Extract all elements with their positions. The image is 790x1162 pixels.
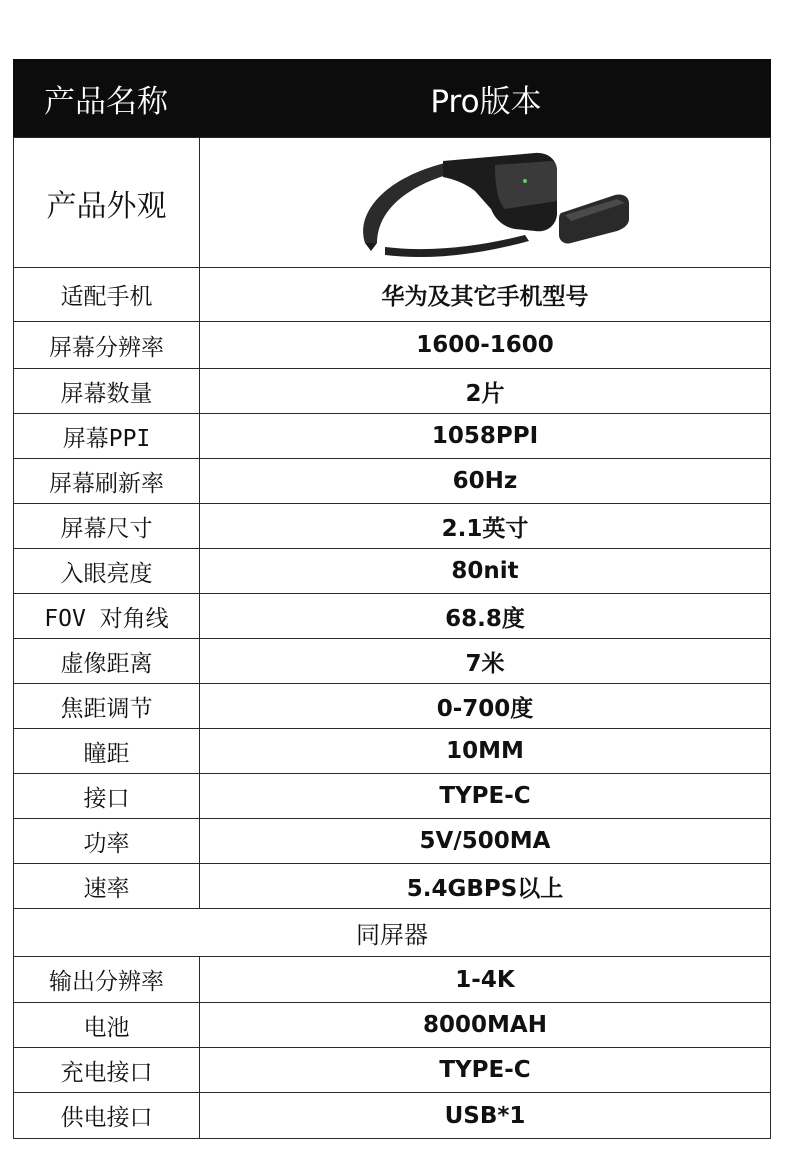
spec-label: 屏幕尺寸 [14, 504, 200, 548]
spec-label: 屏幕分辨率 [14, 322, 200, 368]
table-row [14, 459, 770, 504]
spec-label: 供电接口 [14, 1093, 200, 1138]
spec-value: 1-4K [455, 966, 515, 993]
table-row [14, 369, 770, 414]
table-row [14, 1048, 770, 1093]
spec-value: TYPE-C [439, 783, 531, 809]
spec-rows-group-b [14, 957, 770, 1139]
spec-label: 速率 [14, 864, 200, 908]
appearance-label: 产品外观 [14, 138, 200, 267]
spec-label: 屏幕刷新率 [14, 459, 200, 503]
spec-label: 输出分辨率 [14, 957, 200, 1002]
table-row [14, 414, 770, 459]
spec-value: 60Hz [452, 468, 518, 494]
spec-value: 2片 [465, 380, 505, 407]
spec-value: 1600-1600 [416, 332, 554, 358]
spec-label: 屏幕PPI [14, 414, 200, 458]
table-row [14, 268, 770, 322]
table-row [14, 864, 770, 909]
spec-label: FOV 对角线 [14, 594, 200, 638]
spec-value: 1058PPI [431, 423, 539, 449]
spec-label: 入眼亮度 [14, 549, 200, 593]
spec-value: 5.4GBPS以上 [406, 875, 564, 902]
vr-glasses-illustration [325, 143, 645, 263]
spec-label: 瞳距 [14, 729, 200, 773]
header-product-name: 产品名称 [13, 59, 201, 137]
spec-table [13, 59, 771, 1139]
spec-value: 80nit [451, 558, 519, 584]
spec-value: 7米 [465, 650, 505, 677]
spec-value: 68.8度 [445, 605, 525, 632]
spec-value: 5V/500MA [419, 828, 551, 854]
table-row [14, 684, 770, 729]
spec-label: 电池 [14, 1003, 200, 1047]
spec-label: 充电接口 [14, 1048, 200, 1092]
table-row [14, 1093, 770, 1139]
table-row [14, 774, 770, 819]
spec-label: 适配手机 [14, 268, 200, 321]
spec-value: 0-700度 [436, 695, 534, 722]
table-header [13, 59, 771, 137]
spec-rows-group-a [14, 268, 770, 909]
header-version: Pro版本 [430, 83, 542, 120]
appearance-row [14, 137, 770, 268]
table-row [14, 639, 770, 684]
spec-value: TYPE-C [439, 1057, 531, 1083]
table-body [13, 137, 771, 1139]
spec-label: 接口 [14, 774, 200, 818]
product-image [200, 138, 770, 267]
spec-value: 8000MAH [423, 1012, 547, 1038]
spec-value: USB*1 [444, 1102, 526, 1129]
spec-label: 焦距调节 [14, 684, 200, 728]
table-row [14, 504, 770, 549]
spec-value: 华为及其它手机型号 [381, 284, 589, 310]
table-row [14, 549, 770, 594]
table-row [14, 322, 770, 369]
table-row [14, 1003, 770, 1048]
spec-label: 功率 [14, 819, 200, 863]
spec-value: 2.1英寸 [441, 515, 529, 542]
section-title-screen-mirror: 同屏器 [14, 909, 770, 957]
table-row [14, 819, 770, 864]
spec-label: 屏幕数量 [14, 369, 200, 413]
table-row [14, 729, 770, 774]
table-row [14, 594, 770, 639]
spec-value: 10MM [446, 738, 524, 764]
table-row [14, 957, 770, 1003]
spec-label: 虚像距离 [14, 639, 200, 683]
